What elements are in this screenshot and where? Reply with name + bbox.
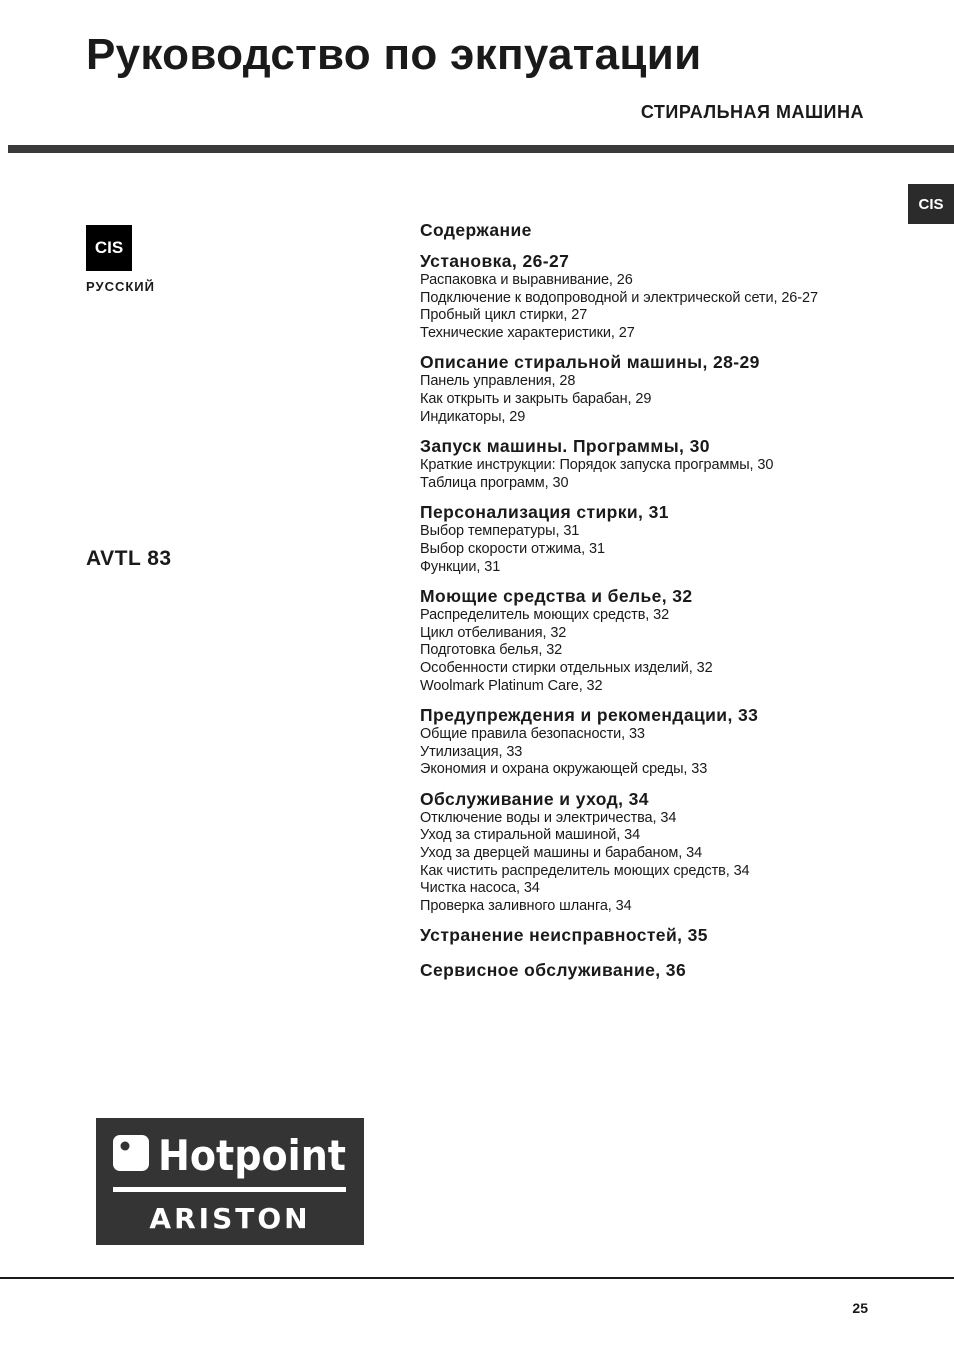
- toc-section: [420, 586, 920, 695]
- brand-logo: [96, 1118, 364, 1245]
- toc-item: Функции, 31: [420, 558, 501, 575]
- footer-divider: [0, 1277, 954, 1279]
- toc-section-title: Моющие средства и белье, 32: [420, 586, 693, 607]
- toc-section-title: Предупреждения и рекомендации, 33: [420, 705, 759, 726]
- toc-item: Выбор скорости отжима, 31: [420, 540, 605, 557]
- toc-item: Индикаторы, 29: [420, 408, 526, 425]
- toc-item: Пробный цикл стирки, 27: [420, 307, 588, 324]
- toc-item: Краткие инструкции: Порядок запуска программы, 30: [420, 457, 774, 474]
- toc-section: [420, 251, 920, 342]
- header-divider: [8, 145, 954, 153]
- toc-item: Уход за дверцей машины и барабаном, 34: [420, 845, 703, 862]
- toc-section-title: Сервисное обслуживание, 36: [420, 960, 687, 981]
- toc-item: Таблица программ, 30: [420, 474, 569, 491]
- page-subtitle: СТИРАЛЬНАЯ МАШИНА: [640, 102, 864, 122]
- toc-item: Уход за стиральной машиной, 34: [420, 827, 641, 844]
- toc-item: Особенности стирки отдельных изделий, 32: [420, 659, 713, 676]
- toc-item: Панель управления, 28: [420, 373, 576, 390]
- toc-sections: [420, 251, 920, 981]
- toc-section: [420, 352, 920, 426]
- toc-item: Общие правила безопасности, 33: [420, 726, 645, 743]
- model-name: AVTL 83: [86, 547, 172, 570]
- toc-section: [420, 705, 920, 779]
- toc-item: Утилизация, 33: [420, 743, 523, 760]
- toc-heading: Содержание: [420, 220, 532, 240]
- toc-item: Проверка заливного шланга, 34: [420, 897, 632, 914]
- toc-item: Выбор температуры, 31: [420, 523, 580, 540]
- toc-item: Подключение к водопроводной и электрической сети, 26-27: [420, 289, 818, 306]
- toc-section: [420, 925, 920, 946]
- toc-section-title: Установка, 26-27: [420, 251, 570, 271]
- logo-divider-line: [113, 1187, 346, 1192]
- toc-section: [420, 789, 920, 916]
- logo-square-dot: [121, 1142, 130, 1151]
- logo-brand-bottom: ARISTON: [149, 1202, 311, 1235]
- page-number: 25: [852, 1300, 868, 1316]
- toc-item: Распаковка и выравнивание, 26: [420, 272, 633, 288]
- toc-section: [420, 502, 920, 576]
- table-of-contents: [420, 218, 920, 995]
- toc-section-title: Запуск машины. Программы, 30: [420, 436, 710, 457]
- toc-item: Подготовка белья, 32: [420, 642, 563, 659]
- toc-section-title: Устранение неисправностей, 35: [420, 925, 708, 946]
- toc-item: Чистка насоса, 34: [420, 880, 540, 897]
- toc-item: Распределитель моющих средств, 32: [420, 607, 670, 624]
- toc-section-title: Персонализация стирки, 31: [420, 502, 669, 523]
- page-title: Руководство по экпуатации: [86, 30, 702, 79]
- toc-section: [420, 960, 920, 981]
- toc-section: [420, 436, 920, 492]
- language-name: РУССКИЙ: [86, 279, 155, 294]
- toc-section-title: Обслуживание и уход, 34: [420, 788, 649, 809]
- language-badge: CIS: [86, 225, 132, 271]
- toc-item: Отключение воды и электричества, 34: [420, 809, 677, 826]
- toc-section-title: Описание стиральной машины, 28-29: [420, 352, 760, 373]
- toc-item: Как открыть и закрыть барабан, 29: [420, 390, 652, 407]
- toc-item: Экономия и охрана окружающей среды, 33: [420, 761, 708, 778]
- toc-item: Woolmark Platinum Care, 32: [420, 677, 603, 694]
- toc-item: Цикл отбеливания, 32: [420, 624, 567, 641]
- logo-brand-top: Hotpoint: [158, 1131, 346, 1180]
- toc-item: Технические характеристики, 27: [420, 324, 635, 341]
- logo-square-icon: [113, 1135, 149, 1171]
- language-side-tab: CIS: [908, 184, 954, 224]
- toc-item: Как чистить распределитель моющих средств, 34: [420, 862, 750, 879]
